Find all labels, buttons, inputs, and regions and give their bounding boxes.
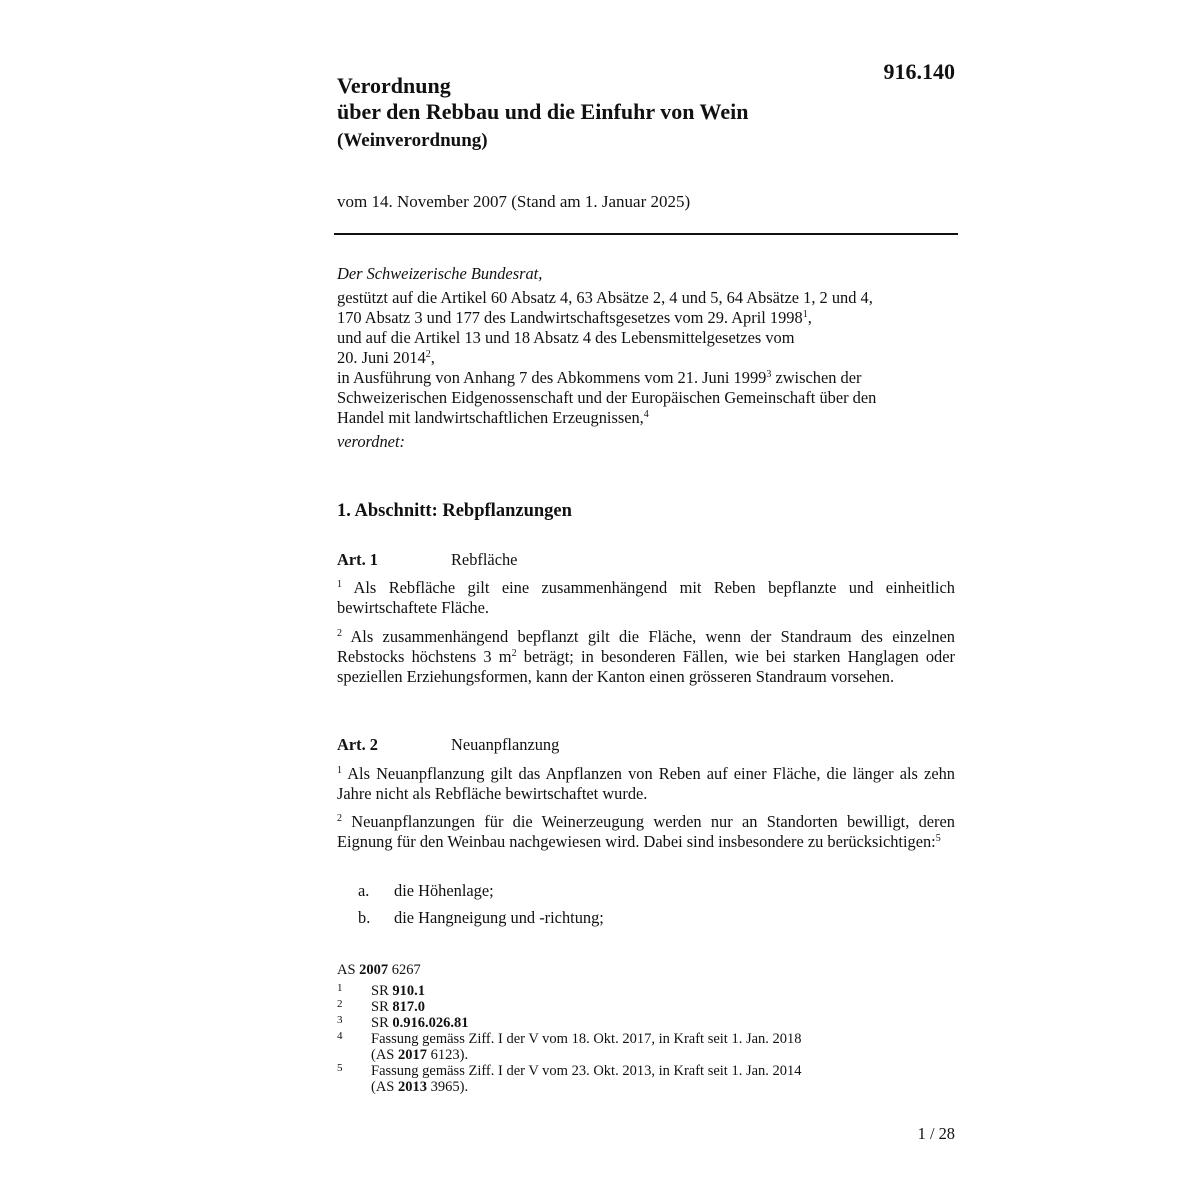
footnote-prefix: SR — [371, 1015, 393, 1031]
preamble-authority: Der Schweizerische Bundesrat, — [337, 264, 543, 283]
footnote-text — [371, 1015, 802, 1031]
as-reference — [337, 962, 421, 979]
list-item — [358, 881, 494, 901]
footnote-4 — [337, 1031, 802, 1063]
footnote-as-page: 6123). — [427, 1047, 469, 1063]
paragraph-number: 2 — [337, 628, 342, 639]
article-1-number: Art. 1 — [337, 550, 378, 569]
footnote-text-line-2 — [371, 1079, 802, 1095]
footnotes — [337, 983, 802, 1095]
footnote-5 — [337, 1063, 802, 1095]
footnote-sr-number[interactable]: 910.1 — [392, 983, 425, 999]
list-item-label: a. — [358, 881, 370, 900]
list-item-text: die Höhenlage; — [394, 881, 494, 900]
preamble-basis-3-text-c: Handel mit landwirtschaftlichen Erzeugnissen, — [337, 408, 644, 427]
as-prefix: AS — [337, 962, 360, 978]
footnote-as-page: 3965). — [427, 1079, 469, 1095]
paragraph-number: 1 — [337, 579, 342, 590]
footnote-number: 5 — [337, 1062, 343, 1074]
list-item-label: b. — [358, 908, 371, 927]
footnote-as-prefix: (AS — [371, 1079, 398, 1095]
article-2-title: Neuanpflanzung — [451, 735, 560, 754]
paragraph-text: Als Neuanpflanzung gilt das Anpflanzen von Reben auf einer Fläche, die länger als zehn Jahre nicht als Rebfläche bewirtschaftet wurde. — [337, 764, 955, 803]
preamble-basis-1-line-2 — [337, 308, 977, 328]
footnote-1 — [337, 983, 802, 999]
title-line-2: über den Rebbau und die Einfuhr von Wein — [337, 99, 749, 124]
preamble-decree: verordnet: — [337, 432, 405, 451]
preamble-basis-3-text-a: in Ausführung von Anhang 7 des Abkommens vom 21. Juni 1999 — [337, 368, 767, 387]
article-2-heading — [337, 735, 559, 755]
footnote-number: 3 — [337, 1014, 343, 1026]
footnote-3 — [337, 1015, 802, 1031]
paragraph-number: 1 — [337, 765, 342, 776]
footnote-number: 2 — [337, 998, 343, 1010]
footnote-text-line-1: Fassung gemäss Ziff. I der V vom 18. Okt. 2017, in Kraft seit 1. Jan. 2018 — [371, 1031, 802, 1047]
footnote-ref-2[interactable]: 2 — [425, 349, 431, 360]
article-2-number: Art. 2 — [337, 735, 378, 754]
sr-number: 916.140 — [883, 59, 955, 84]
paragraph-number: 2 — [337, 813, 342, 824]
footnote-text — [371, 983, 802, 999]
footnote-text-line-1: Fassung gemäss Ziff. I der V vom 23. Okt. 2013, in Kraft seit 1. Jan. 2014 — [371, 1063, 802, 1079]
article-1-title: Rebfläche — [451, 550, 518, 569]
short-title: (Weinverordnung) — [337, 130, 488, 151]
footnote-sr-number[interactable]: 817.0 — [392, 999, 425, 1015]
date-line: vom 14. November 2007 (Stand am 1. Januar 2025) — [337, 192, 691, 211]
article-1-heading — [337, 550, 517, 570]
footnote-text — [371, 999, 802, 1015]
preamble-basis-1-tail: , — [807, 308, 812, 327]
footnote-as-year[interactable]: 2013 — [398, 1079, 427, 1095]
superscript: 2 — [511, 648, 517, 659]
footnote-as-prefix: (AS — [371, 1047, 398, 1063]
as-page: 6267 — [388, 962, 421, 978]
preamble-basis-2-line-2 — [337, 348, 977, 368]
preamble-basis-2-line-1: und auf die Artikel 13 und 18 Absatz 4 des Lebensmittelgesetzes vom — [337, 328, 795, 347]
title-line-1: Verordnung — [337, 73, 451, 98]
article-1-paragraph-1 — [337, 578, 955, 618]
as-year: 2007 — [359, 962, 389, 978]
footnote-sr-number[interactable]: 0.916.026.81 — [392, 1015, 469, 1031]
section-title: 1. Abschnitt: Rebpflanzungen — [337, 501, 572, 521]
footnote-ref-4[interactable]: 4 — [643, 409, 649, 420]
footnote-number: 1 — [337, 982, 343, 994]
article-1-paragraph-2 — [337, 627, 955, 687]
preamble — [337, 264, 977, 452]
preamble-basis-1-line-1: gestützt auf die Artikel 60 Absatz 4, 63 Absätze 2, 4 und 5, 64 Absätze 1, 2 und 4, — [337, 288, 873, 307]
preamble-basis-3-line-1 — [337, 368, 977, 388]
list-item — [358, 908, 604, 928]
footnote-prefix: SR — [371, 999, 393, 1015]
preamble-basis-3-line-2: Schweizerischen Eidgenossenschaft und der Europäischen Gemeinschaft über den — [337, 388, 877, 407]
preamble-basis-2-text: 20. Juni 2014 — [337, 348, 426, 367]
paragraph-text: Neuanpflanzungen für die Weinerzeugung werden nur an Standorten bewilligt, deren Eignung für den Weinbau nachgewiesen wird. Dabei sind insbesondere zu berücksichtigen: — [337, 812, 955, 851]
footnote-prefix: SR — [371, 983, 393, 999]
footnote-number: 4 — [337, 1030, 343, 1042]
footnote-2 — [337, 999, 802, 1015]
title-block — [337, 73, 748, 152]
header-divider — [334, 233, 958, 235]
preamble-basis-2-tail: , — [430, 348, 435, 367]
paragraph-text: Als zusammenhängend bepflanzt gilt die Fläche, wenn der Standraum des einzelnen Rebstocks höchstens 3 m — [337, 627, 955, 666]
page-number: 1 / 28 — [917, 1124, 955, 1143]
footnote-ref-3[interactable]: 3 — [766, 369, 772, 380]
footnote-ref-1[interactable]: 1 — [802, 309, 808, 320]
paragraph-text: beträgt; in besonderen Fällen, wie bei starken Hanglagen oder speziellen Erziehungsformen, kann der Kanton einen grösseren Standraum vorsehen. — [337, 647, 955, 686]
footnote-as-year[interactable]: 2017 — [398, 1047, 427, 1063]
preamble-basis-3-line-3 — [337, 408, 977, 428]
footnote-text-line-2 — [371, 1047, 802, 1063]
list-item-text: die Hangneigung und -richtung; — [394, 908, 604, 927]
footnote-ref-5[interactable]: 5 — [935, 833, 941, 844]
preamble-basis-1-text: 170 Absatz 3 und 177 des Landwirtschaftsgesetzes vom 29. April 1998 — [337, 308, 803, 327]
article-2-paragraph-1 — [337, 764, 955, 804]
preamble-basis-3-text-b: zwischen der — [771, 368, 862, 387]
paragraph-text: Als Rebfläche gilt eine zusammenhängend mit Reben bepflanzte und einheitlich bewirtschaftete Fläche. — [337, 578, 955, 617]
article-2-paragraph-2 — [337, 812, 955, 852]
